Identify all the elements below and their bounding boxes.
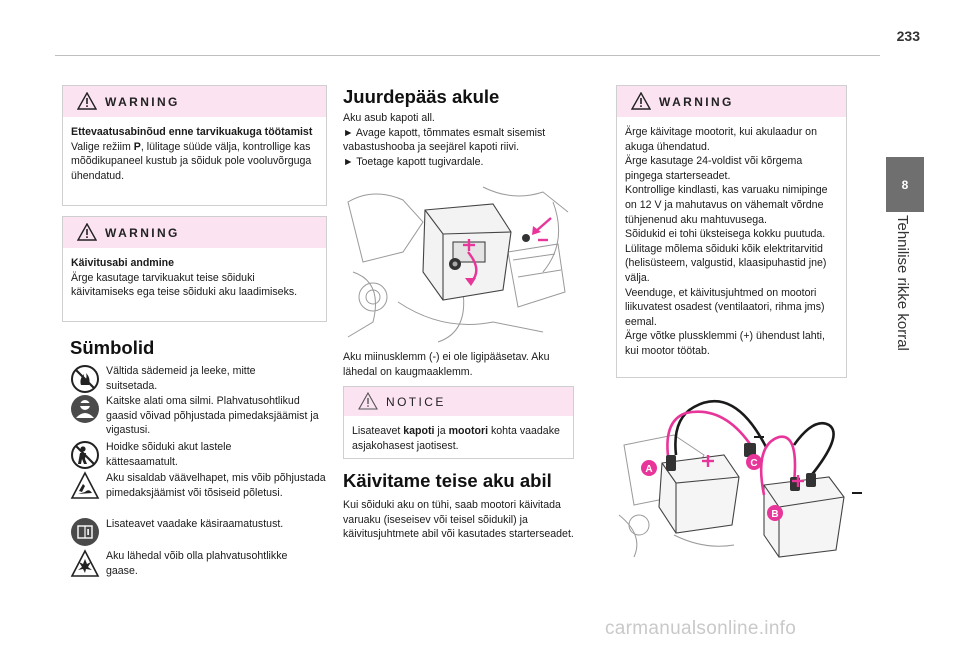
notice-text: ja <box>434 425 449 437</box>
manual-book-icon <box>70 517 100 547</box>
jump-start-heading: Käivitame teise aku abil <box>343 470 552 491</box>
notice-bold-engine: mootori <box>448 425 489 437</box>
step-1: ► Avage kapott, tõmmates esmalt sisemist vabastushooba ja seejärel kapoti riivi. <box>343 126 546 154</box>
mode-p: P <box>133 140 141 153</box>
warning-title: Ettevaatusabinõud enne tarvikuakuga töötamist <box>71 126 313 138</box>
symbols-heading: Sümbolid <box>70 337 155 358</box>
notice-text: kohta vaadake asjakohasest jaotisest. <box>352 425 560 452</box>
diagram-label-c: C <box>750 458 758 469</box>
warning-box-jump-start <box>616 85 847 378</box>
warning-text: Valige režiim <box>71 140 134 153</box>
intro-text: Aku asub kapoti all. <box>343 112 435 124</box>
warning-body <box>63 117 326 191</box>
diagram-label-a: A <box>645 464 653 475</box>
jump-start-text: Kui sõiduki aku on tühi, saab mootori käivitada varuaku (iseseisev või teisel sõidukil) ja käivitusjuhtmete abil või kasutades starterseadet. <box>343 499 574 541</box>
warning-header <box>63 86 326 117</box>
chapter-tab[interactable]: 8 <box>886 157 924 212</box>
symbol-text: Vältida sädemeid ja leeke, mitte suitsetada. <box>106 365 256 392</box>
symbol-text: Aku lähedal võib olla plahvatusohtlikke gaase. <box>106 550 288 577</box>
top-divider <box>55 55 880 56</box>
warning-body <box>63 248 326 308</box>
warning-box-precautions <box>62 85 327 206</box>
notice-text: Lisateavet <box>352 425 404 437</box>
jump-start-diagram <box>614 385 864 560</box>
watermark: carmanualsonline.info <box>605 618 797 639</box>
warning-label: WARNING <box>105 95 180 109</box>
notice-header <box>344 387 573 416</box>
explosion-warning-icon <box>70 549 100 579</box>
notice-triangle-icon <box>358 392 378 410</box>
symbol-text: Lisateavet vaadake käsiraamatustust. <box>106 518 284 530</box>
no-flame-icon <box>70 364 100 394</box>
engine-bay-illustration <box>343 182 575 344</box>
warning-label: WARNING <box>105 226 180 240</box>
battery-access-text <box>343 111 583 169</box>
symbol-text: Aku sisaldab väävelhapet, mis võib põhjustada pimedaksjäämist või tõsiseid põletusi. <box>106 472 326 499</box>
notice-body <box>344 416 573 461</box>
warning-title: Käivitusabi andmine <box>71 257 175 269</box>
warning-text: Ärge kasutage tarvikuakut teise sõiduki käivitamiseks ega teise sõiduki aku laadimiseks. <box>71 271 298 299</box>
diagram-label-b: B <box>771 509 779 520</box>
warning-box-jump-assist <box>62 216 327 322</box>
symbol-text: Hoidke sõiduki akut lastele kättesaamatult. <box>106 441 232 468</box>
warning-triangle-icon <box>631 92 651 110</box>
warning-label: WARNING <box>659 95 734 109</box>
eye-protection-icon <box>70 394 100 424</box>
keep-from-children-icon <box>70 440 100 470</box>
symbol-text-eye: Kaitske alati oma silmi. Plahvatusohtlikud gaasid võivad põhjustada pimedaksjäämist ja vigastusi. <box>106 395 319 437</box>
warning-header <box>617 86 846 117</box>
battery-caption: Aku miinusklemm (-) ei ole ligipääsetav. Aku lähedal on kaugmaaklemm. <box>343 351 550 378</box>
page-number: 233 <box>896 28 920 44</box>
battery-access-heading: Juurdepääs akule <box>343 86 500 107</box>
chapter-title: Tehnilise rikke korral <box>894 215 911 351</box>
notice-bold-hood: kapoti <box>403 425 435 437</box>
warning-text: , lülitage süüde välja, kontrollige kas mõõdikupaneel kustub ja sõiduk pole vooluvõrguga ühendatud. <box>71 140 312 182</box>
warning-triangle-icon <box>77 92 97 110</box>
warning-header <box>63 217 326 248</box>
warning-triangle-icon <box>77 223 97 241</box>
acid-warning-icon <box>70 471 100 501</box>
notice-label: NOTICE <box>386 395 446 409</box>
step-2: ► Toetage kapott tugivardale. <box>343 155 484 168</box>
notice-box <box>343 386 574 459</box>
warning-body: Ärge käivitage mootorit, kui akulaadur on akuga ühendatud. Ärge kasutage 24-voldist või kõrgema pingega starterseadet. Kontrollige kindlasti, kas varuaku nimipinge on 12 V ja mahutavus on vähemalt võrdne tühjenenud aku mahtuvusega. Sõidukid ei tohi üksteisega kokku puutuda. Lülitage mõlema sõiduki kõik elektritarvitid (helisüsteem, valgustid, klaasipuhastid jne) välja. Veenduge, et käivitusjuhtmed on mootori liikuvatest osadest (ventilaatori, rihma jms) eemal. Ärge võtke plussklemmi (+) ühendust lahti, kui mootor töötab. <box>625 126 828 357</box>
symbol-text <box>106 394 328 438</box>
